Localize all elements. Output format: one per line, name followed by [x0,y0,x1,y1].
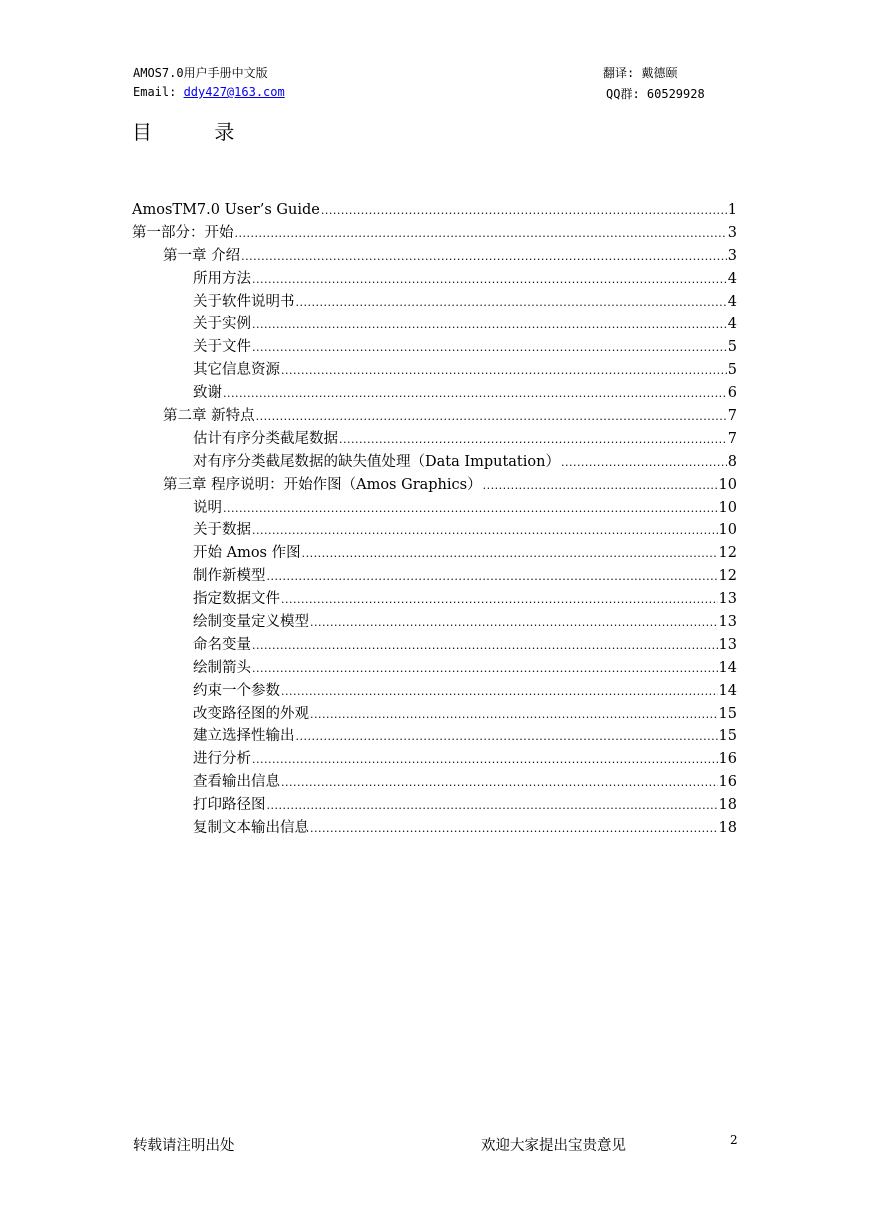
header-doc-title: AMOS7.0用户手册中文版 [133,66,268,80]
toc-dot-leader [235,222,727,246]
footer-center: 欢迎大家提出宝贵意见 [481,1138,626,1154]
toc-dot-leader [223,382,727,406]
toc-entry[interactable] [132,497,737,520]
toc-entry[interactable] [132,680,737,703]
toc-entry[interactable] [132,657,737,680]
toc-entry-title: 复制文本输出信息 [193,820,309,837]
toc-dot-leader [252,657,718,681]
toc-entry-title: 绘制箭头 [193,659,251,676]
toc-entry-title: 查看输出信息 [193,774,280,791]
toc-entry-title: AmosTM7.0 User’s Guide [132,202,320,218]
toc-dot-leader [281,680,718,704]
toc-dot-leader [339,428,727,452]
toc-dot-leader [252,519,718,543]
toc-entry[interactable] [132,428,737,451]
toc-dot-leader [252,748,718,772]
toc-entry-title: 致谢 [193,385,222,402]
toc-entry[interactable] [132,268,737,291]
toc-entry-page: 3 [727,247,737,264]
toc-entry-title: 打印路径图 [193,797,266,814]
toc-entry-page: 1 [727,202,737,218]
toc-entry-page: 10 [718,476,737,493]
toc-entry[interactable] [132,359,737,382]
toc-entry[interactable] [132,519,737,542]
toc-dot-leader [267,565,718,589]
toc-entry-page: 13 [718,636,737,653]
toc-entry[interactable] [132,565,737,588]
toc-entry-title: 进行分析 [193,751,251,768]
toc-dot-leader [561,451,727,475]
header-email-label: Email: [133,85,184,99]
toc-entry-page: 14 [718,682,737,699]
toc-entry-page: 8 [727,453,737,470]
toc-entry-title: 对有序分类截尾数据的缺失值处理（Data Imputation） [193,453,560,470]
toc-entry-title: 约束一个参数 [193,682,280,699]
toc-entry[interactable] [132,199,737,222]
toc-entry[interactable] [132,451,737,474]
toc-entry-page: 16 [718,751,737,768]
toc-entry-page: 13 [718,591,737,608]
toc-entry-page: 4 [727,316,737,333]
toc-dot-leader [310,703,718,727]
toc-entry[interactable] [132,291,737,314]
toc-entry[interactable] [132,817,737,840]
toc-dot-leader [281,359,727,383]
header-translator: 翻译: 戴德颐 [603,66,678,80]
toc-dot-leader [256,405,727,429]
toc-entry-page: 18 [718,820,737,837]
toc-entry-page: 5 [727,339,737,356]
toc-entry-page: 4 [727,293,737,310]
toc-entry-title: 关于文件 [193,339,251,356]
toc-entry-page: 4 [727,270,737,287]
toc-entry[interactable] [132,313,737,336]
toc-entry[interactable] [132,405,737,428]
toc-entry-title: 其它信息资源 [193,362,280,379]
toc-entry-title: 建立选择性输出 [193,728,295,745]
toc-dot-leader [252,313,727,337]
email-link[interactable]: ddy427@163.com [183,85,285,99]
toc-entry-page: 7 [727,408,737,425]
toc-entry-page: 15 [718,728,737,745]
toc-dot-leader [252,336,727,360]
toc-entry-title: 第一部分：开始 [132,224,234,241]
toc-dot-leader [252,634,718,658]
toc-entry-title: 指定数据文件 [193,591,280,608]
page-number: 2 [730,1133,738,1147]
toc-entry-page: 15 [718,705,737,722]
toc-entry[interactable] [132,794,737,817]
header-qq: QQ群: 60529928 [606,87,705,101]
toc-entry[interactable] [132,222,737,245]
toc-entry-page: 12 [718,568,737,585]
toc-entry-title: 第一章 介绍 [163,247,241,264]
toc-entry-page: 14 [718,659,737,676]
toc-entry[interactable] [132,748,737,771]
toc-entry-page: 10 [718,499,737,516]
toc-entry-page: 12 [718,545,737,562]
toc-dot-leader [302,542,718,566]
toc-entry-page: 10 [718,522,737,539]
header-email-line [133,85,285,99]
toc-dot-leader [483,474,718,498]
toc-entry-title: 关于实例 [193,316,251,333]
toc-entry-title: 所用方法 [193,270,251,287]
toc-entry[interactable] [132,634,737,657]
toc-dot-leader [296,291,727,315]
toc-entry-title: 命名变量 [193,636,251,653]
toc-dot-leader [252,268,727,292]
toc-entry-page: 6 [727,385,737,402]
toc-entry[interactable] [132,245,737,268]
toc-entry[interactable] [132,703,737,726]
toc-entry[interactable] [132,611,737,634]
toc-entry[interactable] [132,336,737,359]
toc-entry-title: 改变路径图的外观 [193,705,309,722]
toc-dot-leader [281,588,718,612]
toc-dot-leader [310,611,718,635]
toc-dot-leader [296,725,718,749]
toc-dot-leader [321,199,727,223]
toc-entry-title: 关于数据 [193,522,251,539]
toc-entry[interactable] [132,474,737,497]
toc-dot-leader [310,817,718,841]
toc-entry-title: 估计有序分类截尾数据 [193,430,338,447]
toc-entry-page: 13 [718,614,737,631]
toc-entry[interactable] [132,542,737,565]
toc-entry-title: 绘制变量定义模型 [193,614,309,631]
toc-entry[interactable] [132,382,737,405]
toc-entry-title: 开始 Amos 作图 [193,545,301,562]
table-of-contents [132,199,737,840]
toc-entry-title: 说明 [193,499,222,516]
toc-entry-title: 第二章 新特点 [163,408,255,425]
toc-dot-leader [241,245,727,269]
toc-entry-page: 16 [718,774,737,791]
toc-entry-page: 7 [727,430,737,447]
toc-dot-leader [267,794,718,818]
toc-dot-leader [281,771,718,795]
toc-dot-leader [223,497,718,521]
toc-entry-page: 5 [727,362,737,379]
toc-entry[interactable] [132,725,737,748]
toc-entry-page: 3 [727,224,737,241]
toc-entry-title: 关于软件说明书 [193,293,295,310]
toc-entry-page: 18 [718,797,737,814]
footer-left: 转载请注明出处 [133,1138,235,1154]
toc-entry-title: 制作新模型 [193,568,266,585]
toc-entry-title: 第三章 程序说明：开始作图（Amos Graphics） [163,476,482,493]
toc-entry[interactable] [132,588,737,611]
toc-entry[interactable] [132,771,737,794]
toc-title: 目 录 [132,120,263,144]
